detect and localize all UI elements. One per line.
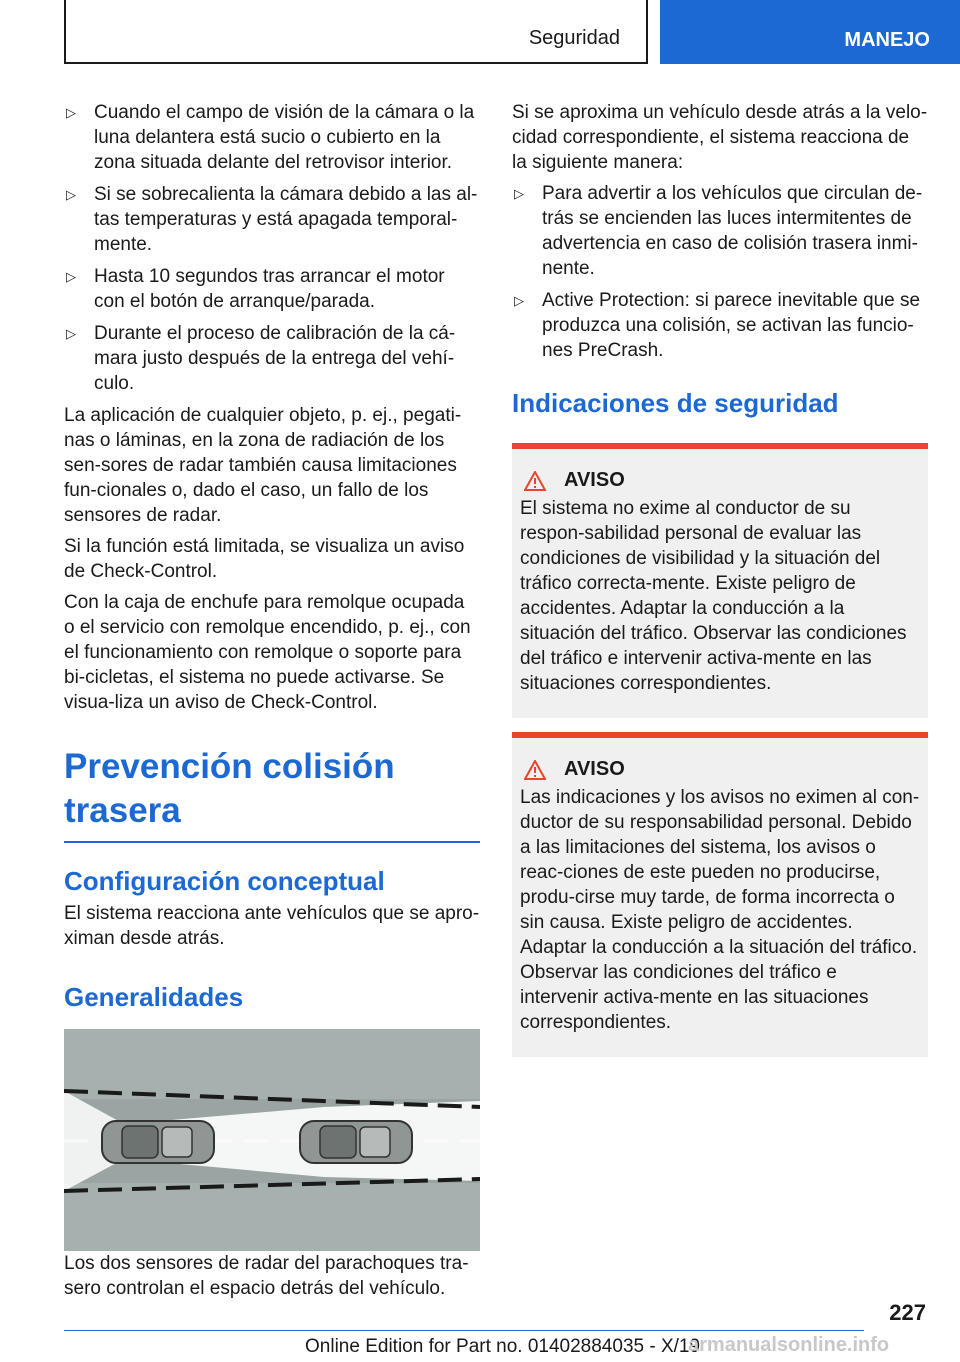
warning-box bbox=[512, 732, 928, 1057]
left-column bbox=[64, 100, 480, 1307]
bullet-triangle-icon: ▷ bbox=[66, 187, 76, 202]
concept-heading: Configuración conceptual bbox=[64, 866, 385, 896]
paragraph: La aplicación de cualquier objeto, p. ej., pegati-nas o láminas, en la zona de radiación de los sen-sores de radar también causa limitaciones fun-cionales o, dado el caso, un fallo de los sensores de radar. bbox=[64, 405, 462, 526]
footer-divider bbox=[64, 1330, 864, 1331]
general-heading: Generalidades bbox=[64, 982, 244, 1012]
paragraph: Con la caja de enchufe para remolque ocupada o el servicio con remolque encendido, p. ej., con el funcionamiento con remolque o soporte para bi-cicletas, el sistema no puede activarse. Se visua-liza un aviso de Check-Control. bbox=[64, 592, 471, 713]
safety-heading: Indicaciones de seguridad bbox=[512, 388, 839, 418]
bullet-triangle-icon: ▷ bbox=[66, 269, 76, 284]
figure-caption: Los dos sensores de radar del parachoques tra-sero controlan el espacio detrás del vehículo. bbox=[64, 1253, 469, 1299]
warning-box bbox=[512, 443, 928, 718]
intro-paragraph: Si se aproxima un vehículo desde atrás a la velo-cidad correspondiente, el sistema reacciona de la siguiente manera: bbox=[512, 102, 928, 173]
warning-title: AVISO bbox=[564, 758, 625, 780]
list-item: ▷ Para advertir a los vehículos que circulan de-trás se encienden las luces intermitentes de advertencia en caso de colisión trasera inmi-nente. bbox=[514, 183, 923, 279]
footer-edition: Online Edition for Part no. 01402884035 - X/19 bbox=[305, 1336, 701, 1357]
chapter-title: Prevención colisión trasera bbox=[64, 745, 480, 843]
right-column bbox=[512, 100, 928, 1071]
warning-text: Las indicaciones y los avisos no eximen al con-ductor de su responsabilidad personal. Debido a las limitaciones del sistema, los avisos o reac-ciones de este pueden no producirse, produ-cirse muy tarde, de forma incorrecta o sin causa. Existe peligro de accidentes. Adaptar la conducción a la situación del tráfico. Observar las condiciones del tráfico e intervenir activa-mente en las situaciones correspondientes. bbox=[520, 787, 920, 1033]
warning-title-row bbox=[520, 758, 920, 781]
footer-watermark: armanualsonline.info bbox=[688, 1334, 890, 1356]
header-section-box bbox=[64, 0, 648, 64]
warning-title: AVISO bbox=[564, 469, 625, 491]
header-chapter-title: MANEJO bbox=[844, 29, 930, 51]
bullet-triangle-icon: ▷ bbox=[514, 293, 524, 308]
list-item: ▷ Active Protection: si parece inevitable que se produzca una colisión, se activan las funcio-nes PreCrash. bbox=[514, 290, 921, 361]
rear-radar-figure bbox=[64, 1029, 480, 1251]
list-item: ▷ Cuando el campo de visión de la cámara o la luna delantera está sucio o cubierto en la zona situada delante del retrovisor interior. bbox=[66, 102, 475, 173]
approaching-car-icon bbox=[300, 1121, 412, 1163]
concept-text: El sistema reacciona ante vehículos que se apro-ximan desde atrás. bbox=[64, 903, 480, 949]
header-section-title: Seguridad bbox=[528, 27, 620, 49]
header-chapter-tab bbox=[660, 0, 960, 64]
reaction-list bbox=[512, 181, 928, 363]
list-item: ▷ Si se sobrecalienta la cámara debido a las al-tas temperaturas y está apagada temporal-mente. bbox=[66, 184, 478, 255]
list-item: ▷ Hasta 10 segundos tras arrancar el motor con el botón de arranque/parada. bbox=[66, 266, 445, 312]
list-item: ▷ Durante el proceso de calibración de la cá-mara justo después de la entrega del vehí-culo. bbox=[66, 323, 456, 394]
ego-car-icon bbox=[102, 1121, 214, 1163]
bullet-triangle-icon: ▷ bbox=[66, 326, 76, 341]
bullet-triangle-icon: ▷ bbox=[514, 186, 524, 201]
paragraph: Si la función está limitada, se visualiza un aviso de Check-Control. bbox=[64, 536, 465, 582]
page-number: 227 bbox=[889, 1300, 926, 1325]
warning-triangle-icon bbox=[524, 471, 546, 491]
warning-title-row bbox=[520, 469, 920, 492]
warning-triangle-icon bbox=[524, 760, 546, 780]
bullet-triangle-icon: ▷ bbox=[66, 105, 76, 120]
radar-diagram-illustration bbox=[64, 1029, 480, 1251]
warning-text: El sistema no exime al conductor de su respon-sabilidad personal de evaluar las condiciones de visibilidad y la situación del tráfico correcta-mente. Existe peligro de accidentes. Adaptar la conducción a la situación del tráfico. Observar las condiciones del tráfico e intervenir activa-mente en las situaciones correspondientes. bbox=[520, 498, 907, 694]
limitations-list bbox=[64, 100, 480, 396]
